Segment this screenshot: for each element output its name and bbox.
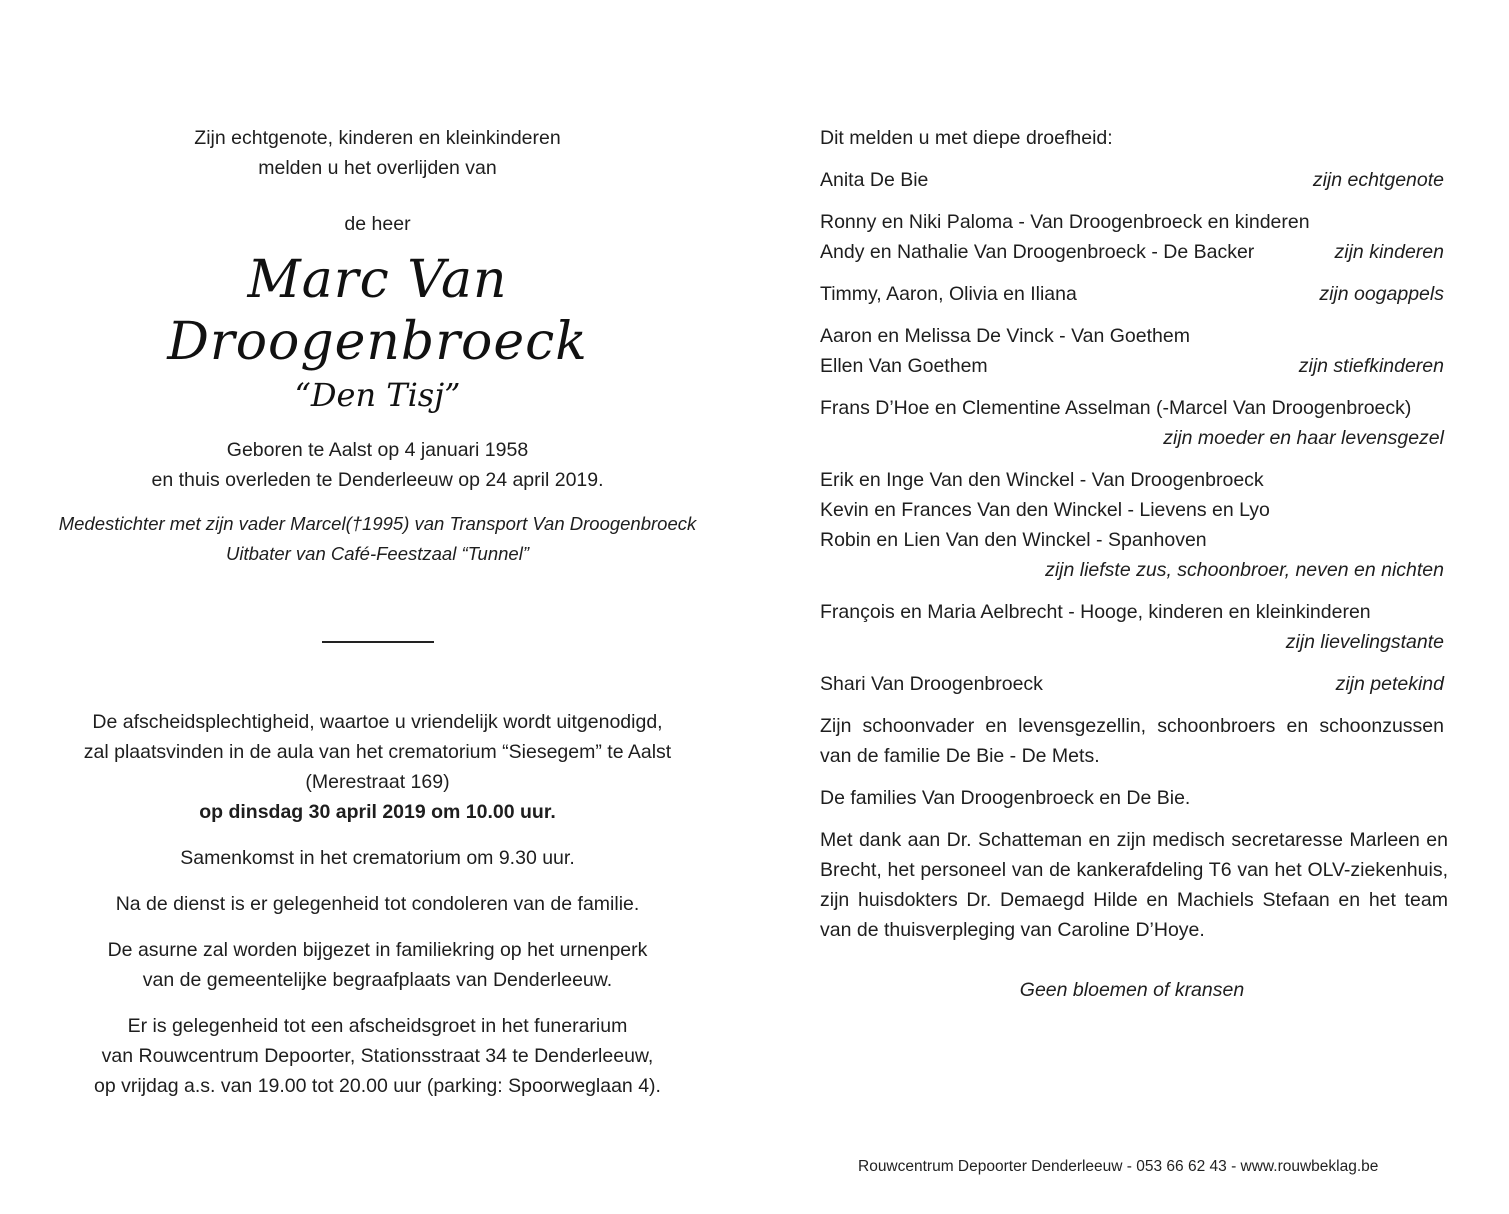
right-column — [820, 123, 1448, 1005]
mourner-name: Frans D’Hoe en Clementine Asselman (-Marcel Van Droogenbroeck) — [820, 397, 1412, 419]
families-text: De families Van Droogenbroeck en De Bie. — [820, 787, 1191, 809]
mourner-name: Timmy, Aaron, Olivia en Iliana — [820, 283, 1077, 305]
death-line: en thuis overleden te Denderleeuw op 24 april 2019. — [151, 469, 604, 491]
mourner-mother — [820, 393, 1444, 453]
occupation-info — [40, 509, 715, 569]
relation-label: zijn oogappels — [1319, 283, 1444, 305]
left-column — [40, 123, 715, 1101]
mourner-name: Robin en Lien Van den Winckel - Spanhoven — [820, 529, 1207, 551]
relation-label: zijn stiefkinderen — [1298, 355, 1444, 377]
intro-line: melden u het overlijden van — [258, 157, 497, 179]
birth-death-info — [40, 435, 715, 495]
relation-label: zijn echtgenote — [1312, 169, 1444, 191]
relation-label: zijn lievelingstante — [1285, 631, 1444, 653]
mourner-name: Kevin en Frances Van den Winckel - Lievens en Lyo — [820, 499, 1270, 521]
deceased-nickname: “Den Tisj” — [294, 376, 461, 414]
divider — [322, 641, 434, 643]
mourner-name: François en Maria Aelbrecht - Hooge, kinderen en kleinkinderen — [820, 601, 1371, 623]
announcement-intro — [40, 123, 715, 183]
relation-label: zijn moeder en haar levensgezel — [1163, 427, 1444, 449]
honorific: de heer — [344, 213, 411, 235]
urn-line: van de gemeentelijke begraafplaats van Denderleeuw. — [142, 969, 613, 991]
mourner-stepchildren — [820, 321, 1444, 381]
mourner-children — [820, 207, 1444, 267]
ceremony-date: op dinsdag 30 april 2019 om 10.00 uur. — [199, 801, 556, 823]
relation-label: zijn petekind — [1335, 673, 1444, 695]
farewell-line: Er is gelegenheid tot een afscheidsgroet in het funerarium — [127, 1015, 628, 1037]
gathering-info: Samenkomst in het crematorium om 9.30 uur. — [180, 847, 575, 869]
relation-label: zijn kinderen — [1334, 241, 1444, 263]
deceased-name: Marc Van Droogenbroeck — [167, 250, 588, 372]
mourner-name: Andy en Nathalie Van Droogenbroeck - De Backer — [820, 241, 1255, 263]
occupation-line: Uitbater van Café-Feestzaal “Tunnel” — [226, 543, 529, 564]
urn-info — [40, 935, 715, 995]
ceremony-line: (Merestraat 169) — [305, 771, 450, 793]
farewell-line: op vrijdag a.s. van 19.00 tot 20.00 uur (parking: Spoorweglaan 4). — [94, 1075, 661, 1097]
relation-label: zijn liefste zus, schoonbroer, neven en nichten — [1045, 559, 1444, 581]
funeral-home-footer: Rouwcentrum Depoorter Denderleeuw - 053 66 62 43 - www.rouwbeklag.be — [858, 1158, 1379, 1175]
farewell-line: van Rouwcentrum Depoorter, Stationsstraat 34 te Denderleeuw, — [101, 1045, 654, 1067]
mourner-name: Erik en Inge Van den Winckel - Van Droogenbroeck — [820, 469, 1264, 491]
mourner-godchild — [820, 669, 1444, 699]
occupation-line: Medestichter met zijn vader Marcel(†1995) van Transport Van Droogenbroeck — [58, 513, 697, 534]
ceremony-line: De afscheidsplechtigheid, waartoe u vriendelijk wordt uitgenodigd, — [92, 711, 663, 733]
no-flowers-note: Geen bloemen of kransen — [1019, 979, 1245, 1001]
mourner-name: Aaron en Melissa De Vinck - Van Goethem — [820, 325, 1190, 347]
mourner-name: Anita De Bie — [820, 169, 929, 191]
intro-line: Zijn echtgenote, kinderen en kleinkinderen — [194, 127, 561, 149]
mourners-intro: Dit melden u met diepe droefheid: — [820, 127, 1113, 149]
ceremony-line: zal plaatsvinden in de aula van het crematorium “Siesegem” te Aalst — [83, 741, 672, 763]
mourner-spouse — [820, 165, 1444, 195]
ceremony-info — [40, 707, 715, 827]
mourner-name: Ellen Van Goethem — [820, 355, 988, 377]
mourner-grandchildren — [820, 279, 1444, 309]
condolence-info: Na de dienst is er gelegenheid tot condoleren van de familie. — [115, 893, 640, 915]
inlaws-text: Zijn schoonvader en levensgezellin, schoonbroers en schoonzussen van de familie De Bie - De Mets. — [820, 715, 1444, 767]
mourner-sister — [820, 465, 1444, 585]
birth-line: Geboren te Aalst op 4 januari 1958 — [226, 439, 529, 461]
farewell-info — [40, 1011, 715, 1101]
mourner-name: Ronny en Niki Paloma - Van Droogenbroeck en kinderen — [820, 211, 1310, 233]
mourner-name: Shari Van Droogenbroeck — [820, 673, 1043, 695]
thanks-text: Met dank aan Dr. Schatteman en zijn medisch secretaresse Marleen en Brecht, het personeel van de kankerafdeling T6 van het OLV-ziekenhuis, zijn huisdokters Dr. Demaegd Hilde en Machiels Stefaan en het team van de thuisverpleging van Caroline D’Hoye. — [820, 829, 1448, 941]
mourner-aunt — [820, 597, 1444, 657]
urn-line: De asurne zal worden bijgezet in familiekring op het urnenperk — [107, 939, 648, 961]
